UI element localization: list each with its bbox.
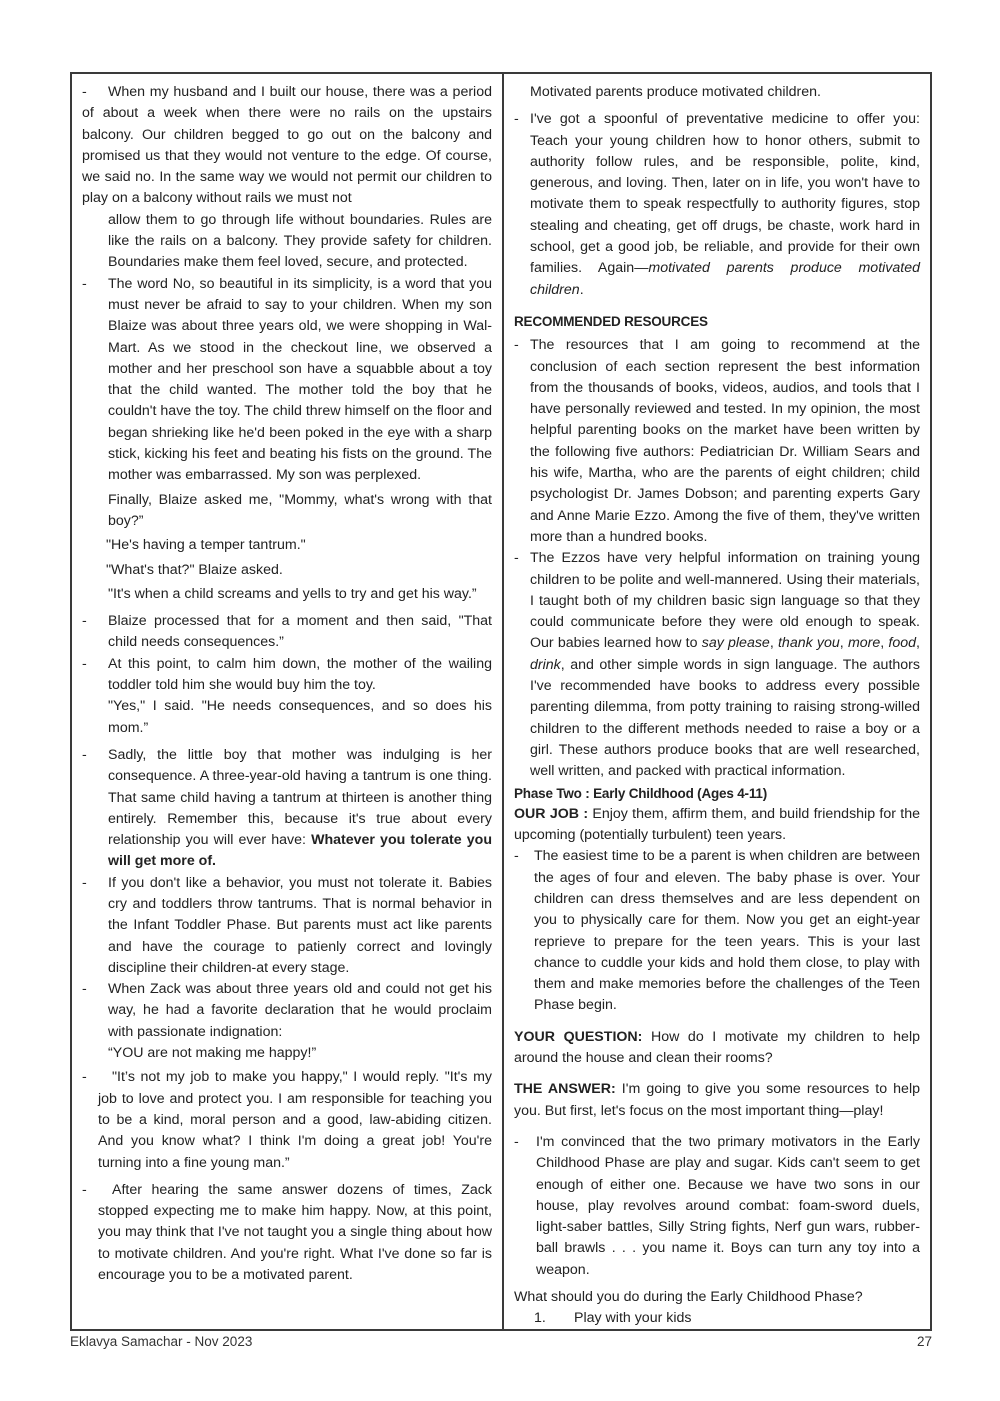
paragraph-text: , and other simple words in sign language. The authors I've recommended have books to address every possible parenting dilemma, from potty training to raising strong-willed children to the different methods needed to raise a boy or a girl. These authors produce books that are well researched, well written, and packed with practical information. — [530, 656, 920, 780]
emphasis-motivated: motivated parents produce motivated children — [530, 260, 920, 298]
paragraph-text: The resources that I am going to recommend at the conclusion of each section represent the best information from the thousands of books, videos, audios, and tools that I have personally reviewed and tested. In my opinion, the most helpful parenting books on the market have been written by the following five authors: Pediatrician Dr. William Sears and his wife, Martha, who are the parents of eight children; child psychologist Dr. James Dobson; and parenting experts Gary and Anne Marie Ezzo. Among the five of them, they've written more than a hundred books. — [530, 337, 920, 545]
right-column — [514, 82, 920, 1330]
emphasis-word: more — [847, 635, 881, 652]
list-number: 1. — [534, 1310, 546, 1327]
paragraph-text: I'm convinced that the two primary motivators in the Early Childhood Phase are play and sugar. Kids can't seem to get enough of either one. Because we have two sons in our house, play revolves around combat: foam-sword duels, light-saber battles, Silly String fights, Nerf gun wars, rubber-ball brawls . . . you name it. Boys can turn any toy into a weapon. — [536, 1133, 920, 1278]
emphasis-word: thank you — [777, 635, 840, 652]
paragraph-ezzos — [514, 548, 920, 782]
section-heading-phase-two: Phase Two : Early Childhood (Ages 4-11) — [514, 785, 767, 801]
bullet-dash: - — [82, 84, 87, 100]
paragraph-balcony-continued: allow them to go through life without boundaries. Rules are like the rails on a balcony. They provide safety for children. Boundaries make them feel loved, secure, and protected. — [108, 211, 492, 271]
bullet-dash: - — [82, 874, 87, 891]
paragraph-blaize-processed — [82, 611, 492, 654]
paragraph-zack — [82, 979, 492, 1043]
paragraph-text: If you don't like a behavior, you must not tolerate it. Babies cry and toddlers throw tantrums. That is normal behavior in the Infant Toddler Phase. But parents must act like parents and have the courage to patienly correct and lovingly discipline their children-at every stage. — [108, 874, 492, 976]
label-the-answer: THE ANSWER: — [514, 1081, 616, 1098]
paragraph-play-and-sugar — [514, 1132, 920, 1281]
paragraph-word-no — [82, 274, 492, 487]
punctuation: . — [579, 281, 584, 298]
emphasis-tolerate: Whatever you tolerate you will get more of. — [108, 832, 492, 870]
paragraph-text: I've got a spoonful of preventative medicine to offer you: Teach your young children how to honor others, submit to authority follow rules, and be responsible, polite, kind, generous, and loving. Then, later on in life, you won't have to motivate them to speak respectfully to authority figures, stop stealing and cheating, get off drugs, be chaste, work hard in school, get a good job, be reliable, and provide for their own families. Again— — [530, 111, 920, 277]
paragraph-text: How do I motivate my children to help around the house and clean their rooms? — [514, 1028, 920, 1067]
bullet-dash: - — [82, 981, 87, 998]
bullet-dash: - — [514, 1133, 519, 1150]
emphasis-word: food — [888, 635, 917, 652]
numbered-list-item — [514, 1308, 920, 1329]
punctuation: , — [880, 635, 889, 652]
list-item-text: Play with your kids — [574, 1310, 692, 1327]
paragraph-text: "It’s not my job to make you happy," I would reply. "It's my job to love and protect you. I am responsible for teaching you to be a kind, moral person and a good, law-abiding citizen. And you know what? I think I'm doing a great job! You're turning into a fine young man.” — [98, 1069, 492, 1171]
bullet-dash: - — [82, 746, 87, 763]
paragraph-motivated-parents: Motivated parents produce motivated children. — [530, 84, 822, 100]
dialogue-finally: Finally, Blaize asked me, "Mommy, what's wrong with that boy?” — [108, 491, 492, 529]
section-heading-recommended-resources: RECOMMENDED RESOURCES — [514, 313, 708, 329]
column-divider — [502, 74, 504, 1329]
bullet-dash: - — [514, 848, 519, 865]
paragraph-text: When Zack was about three years old and could not get his way, he had a favorite declaration that he would proclaim with passionate indignation: — [108, 981, 492, 1040]
paragraph-behavior — [82, 873, 492, 979]
paragraph-our-job — [514, 804, 920, 847]
paragraph-text: Blaize processed that for a moment and then said, "That child needs consequences.” — [108, 613, 492, 651]
dialogue-yes-i-said: "Yes," I said. "He needs consequences, and so does his mom.” — [108, 698, 492, 736]
paragraph-text: The Ezzos have very helpful information on training young children to be polite and well-mannered. Using their materials, I taught both of my children basic sign language so that they could communicate before they were old enough to speak. Our babies learned how to — [530, 550, 920, 652]
bullet-dash: - — [514, 337, 519, 354]
footer-page-number: 27 — [916, 1334, 932, 1349]
dialogue-child-screams: "It's when a child screams and yells to try and get his way.” — [108, 585, 477, 602]
label-your-question: YOUR QUESTION: — [514, 1028, 643, 1045]
article-frame — [70, 72, 932, 1331]
bullet-dash: - — [514, 550, 519, 567]
paragraph-easiest-time — [514, 846, 920, 1016]
paragraph-preventative-medicine — [514, 109, 920, 301]
quote-not-making-me-happy: “YOU are not making me happy!” — [108, 1045, 317, 1062]
paragraph-resources — [514, 335, 920, 548]
paragraph-text: Sadly, the little boy that mother was indulging is her consequence. A three-year-old having a tantrum is one thing. That same child having a tantrum at thirteen is another thing entirely. Remember this, because it's true about every relationship you will ever have: — [108, 746, 492, 849]
paragraph-sadly — [82, 745, 492, 873]
punctuation: , — [839, 635, 848, 652]
paragraph-text: When my husband and I built our house, there was a period of about a week when there were no rails on the upstairs balcony. Our children begged to go out on the balcony and promised us that they would not venture to the edge. Of course, we said no. In the same way we would not permit our children to play on a balcony without rails we must not — [82, 84, 492, 207]
paragraph-the-answer — [514, 1079, 920, 1122]
left-column — [82, 82, 492, 1286]
dialogue-whats-that: "What's that?" Blaize asked. — [106, 561, 283, 578]
paragraph-what-should-you-do: What should you do during the Early Childhood Phase? — [514, 1289, 863, 1306]
paragraph-your-question — [514, 1027, 920, 1070]
paragraph-text: Enjoy them, affirm them, and build friendship for the upcoming (potentially turbulent) teen years. — [514, 805, 920, 844]
emphasis-word: say please — [701, 635, 770, 652]
paragraph-after-hearing — [82, 1180, 492, 1286]
punctuation: , — [916, 635, 920, 652]
paragraph-not-my-job — [82, 1067, 492, 1173]
bullet-dash: - — [82, 1181, 87, 1198]
paragraph-balcony — [82, 82, 492, 210]
footer-publication: Eklavya Samachar - Nov 2023 — [70, 1334, 253, 1349]
punctuation: , — [769, 635, 778, 652]
bullet-dash: - — [82, 613, 87, 630]
bullet-dash: - — [514, 111, 519, 128]
paragraph-text: The word No, so beautiful in its simplicity, is a word that you must never be afraid to say to your children. When my son Blaize was about three years old, we were shopping in Wal-Mart. As we stood in the checkout line, we observed a mother and her preschool son have a squabble about a toy that the child wanted. The mother told the boy that he couldn't have the toy. The child threw himself on the floor and began shrieking like he'd been poked in the eye with a sharp stick, kicking his feet and beating his fists on the ground. The mother was embarrassed. My son was perplexed. — [108, 275, 492, 484]
bullet-dash: - — [82, 275, 87, 292]
paragraph-text: At this point, to calm him down, the mother of the wailing toddler told him she would buy him the toy. — [108, 655, 492, 694]
label-our-job: OUR JOB : — [514, 805, 589, 822]
bullet-dash: - — [82, 1069, 87, 1086]
paragraph-text: I'm going to give you some resources to help you. But first, let's focus on the most important thing—play! — [514, 1081, 920, 1119]
dialogue-temper-tantrum: "He's having a temper tantrum." — [106, 537, 306, 554]
emphasis-word: drink — [530, 656, 561, 673]
bullet-dash: - — [82, 655, 87, 672]
paragraph-text: The easiest time to be a parent is when children are between the ages of four and eleven. The baby phase is over. Your children can dress themselves and are less dependent on you to physically care for them. Now you get an eight-year reprieve to prepare for the teen years. This is your last chance to cuddle your kids and hold them close, to play with them and make memories before the challenges of the Teen Phase begin. — [534, 848, 920, 1014]
paragraph-text: After hearing the same answer dozens of times, Zack stopped expecting me to make him happy. Now, at this point, you may think that I've not taught you a single thing about how to motivate children. And you're right. What I've done so far is encourage you to be a motivated parent. — [98, 1181, 492, 1284]
paragraph-calm-him-down — [82, 654, 492, 697]
